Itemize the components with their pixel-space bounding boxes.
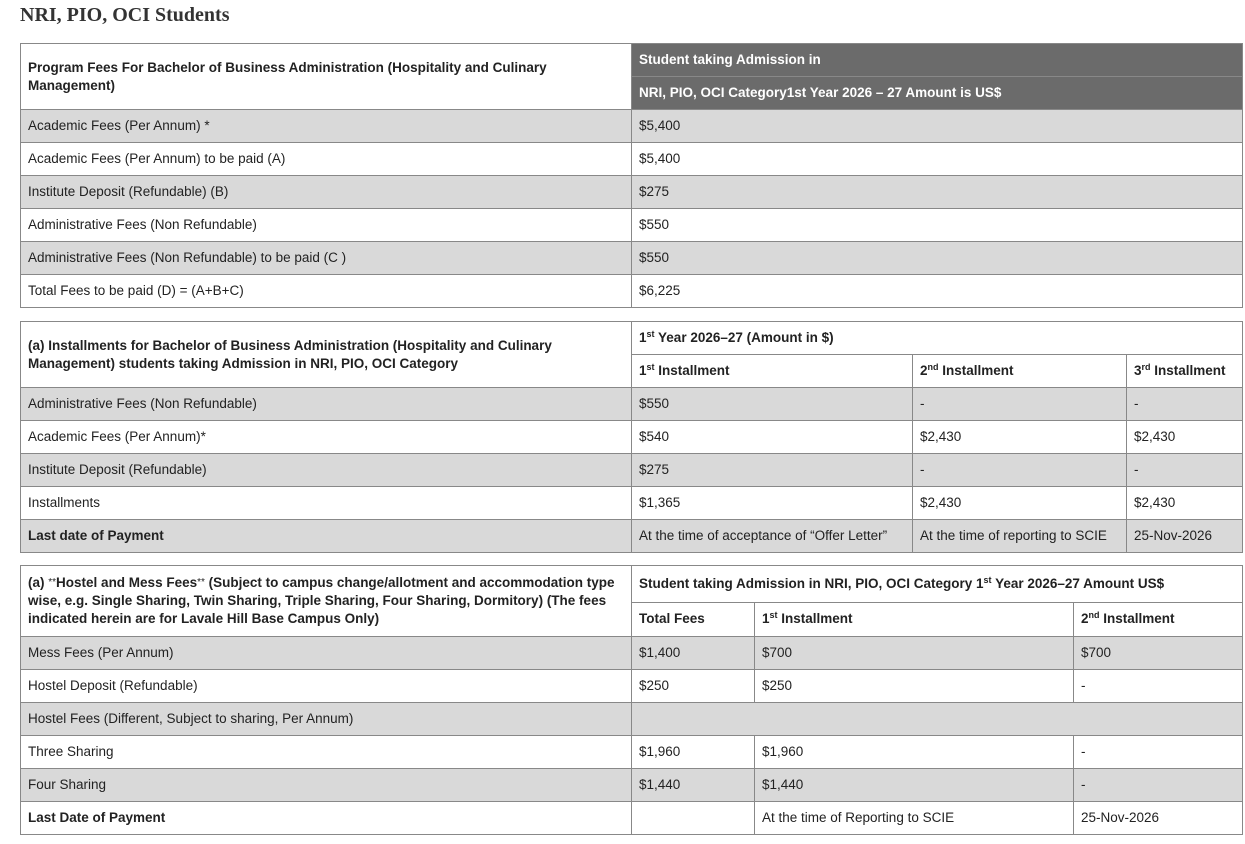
fee-value: $5,400: [632, 143, 1243, 176]
fee-value: -: [1127, 454, 1243, 487]
first-installment-header: 1st Installment: [632, 355, 913, 388]
year-header: 1st Year 2026–27 (Amount in $): [632, 322, 1243, 355]
hostel-fees-header: (a) **Hostel and Mess Fees** (Subject to campus change/allotment and accommodation type wise, e.g. Single Sharing, Twin Sharing, Triple Sharing, Four Sharing, Dormitory) (The fees indicated herein are for Lavale Hill Base Campus Only): [21, 566, 632, 637]
second-installment-header: 2nd Installment: [913, 355, 1127, 388]
fee-value: $250: [632, 670, 755, 703]
fee-value: -: [913, 454, 1127, 487]
fee-value: $700: [755, 637, 1074, 670]
table-row: [21, 520, 1243, 553]
fee-value: At the time of acceptance of “Offer Letter”: [632, 520, 913, 553]
fee-label: Four Sharing: [21, 769, 632, 802]
fee-value: [632, 802, 755, 835]
hostel-fees-table: [20, 565, 1243, 835]
fee-value: $5,400: [632, 110, 1243, 143]
fee-value: $700: [1074, 637, 1243, 670]
second-installment-header: 2nd Installment: [1074, 602, 1243, 636]
fee-label: Last date of Payment: [21, 520, 632, 553]
empty-cell: [632, 703, 1243, 736]
fee-label: Hostel Deposit (Refundable): [21, 670, 632, 703]
fee-value: $1,440: [755, 769, 1074, 802]
fee-label: Academic Fees (Per Annum) *: [21, 110, 632, 143]
fee-value: $2,430: [1127, 421, 1243, 454]
third-installment-header: 3rd Installment: [1127, 355, 1243, 388]
table-row: [21, 176, 1243, 209]
fee-value: $1,960: [632, 736, 755, 769]
fee-value: $275: [632, 454, 913, 487]
fee-label: Academic Fees (Per Annum)*: [21, 421, 632, 454]
fee-label: Three Sharing: [21, 736, 632, 769]
fee-label: Institute Deposit (Refundable) (B): [21, 176, 632, 209]
installments-header: (a) Installments for Bachelor of Business Administration (Hospitality and Culinary Management) students taking Admission in NRI, PIO, OCI Category: [21, 322, 632, 388]
table-row: [21, 802, 1243, 835]
fee-value: 25-Nov-2026: [1127, 520, 1243, 553]
fee-label: Administrative Fees (Non Refundable): [21, 209, 632, 242]
fee-value: At the time of reporting to SCIE: [913, 520, 1127, 553]
fee-label: Installments: [21, 487, 632, 520]
fee-value: 25-Nov-2026: [1074, 802, 1243, 835]
table-row: [21, 454, 1243, 487]
table-row: [21, 242, 1243, 275]
total-fees-header: Total Fees: [632, 602, 755, 636]
table-row: [21, 421, 1243, 454]
fee-label: Hostel Fees (Different, Subject to sharing, Per Annum): [21, 703, 632, 736]
fee-label: Academic Fees (Per Annum) to be paid (A): [21, 143, 632, 176]
admission-header: Student taking Admission in: [632, 44, 1243, 77]
fee-value: At the time of Reporting to SCIE: [755, 802, 1074, 835]
program-fees-header: Program Fees For Bachelor of Business Administration (Hospitality and Culinary Management): [21, 44, 632, 110]
page-title: NRI, PIO, OCI Students: [20, 4, 230, 26]
table-row: [21, 736, 1243, 769]
table-row: [21, 143, 1243, 176]
first-installment-header: 1st Installment: [755, 602, 1074, 636]
fee-value: -: [1074, 736, 1243, 769]
fee-value: $1,960: [755, 736, 1074, 769]
fee-value: $250: [755, 670, 1074, 703]
fee-value: $6,225: [632, 275, 1243, 308]
table-row: [21, 110, 1243, 143]
fee-value: $1,365: [632, 487, 913, 520]
fee-value: $1,440: [632, 769, 755, 802]
fee-label: Last Date of Payment: [21, 802, 632, 835]
table-row: [21, 703, 1243, 736]
fee-label: Administrative Fees (Non Refundable): [21, 388, 632, 421]
table-row: [21, 275, 1243, 308]
fee-value: $2,430: [913, 487, 1127, 520]
fee-value: $2,430: [1127, 487, 1243, 520]
fee-value: -: [1074, 769, 1243, 802]
fee-value: -: [913, 388, 1127, 421]
program-fees-table: [20, 43, 1243, 308]
table-row: [21, 487, 1243, 520]
fee-value: $550: [632, 209, 1243, 242]
fee-value: $540: [632, 421, 913, 454]
table-row: [21, 637, 1243, 670]
table-row: [21, 209, 1243, 242]
table-row: [21, 388, 1243, 421]
table-row: [21, 769, 1243, 802]
category-header: NRI, PIO, OCI Category1st Year 2026 – 27 Amount is US$: [632, 77, 1243, 110]
installments-table: [20, 321, 1243, 553]
fee-value: $550: [632, 388, 913, 421]
hostel-admission-header: Student taking Admission in NRI, PIO, OCI Category 1st Year 2026–27 Amount US$: [632, 566, 1243, 603]
fee-value: $275: [632, 176, 1243, 209]
fee-label: Mess Fees (Per Annum): [21, 637, 632, 670]
fee-value: $1,400: [632, 637, 755, 670]
fee-value: -: [1127, 388, 1243, 421]
fee-value: -: [1074, 670, 1243, 703]
fee-label: Total Fees to be paid (D) = (A+B+C): [21, 275, 632, 308]
fee-value: $2,430: [913, 421, 1127, 454]
fee-value: $550: [632, 242, 1243, 275]
fee-label: Administrative Fees (Non Refundable) to be paid (C ): [21, 242, 632, 275]
table-row: [21, 670, 1243, 703]
fee-label: Institute Deposit (Refundable): [21, 454, 632, 487]
